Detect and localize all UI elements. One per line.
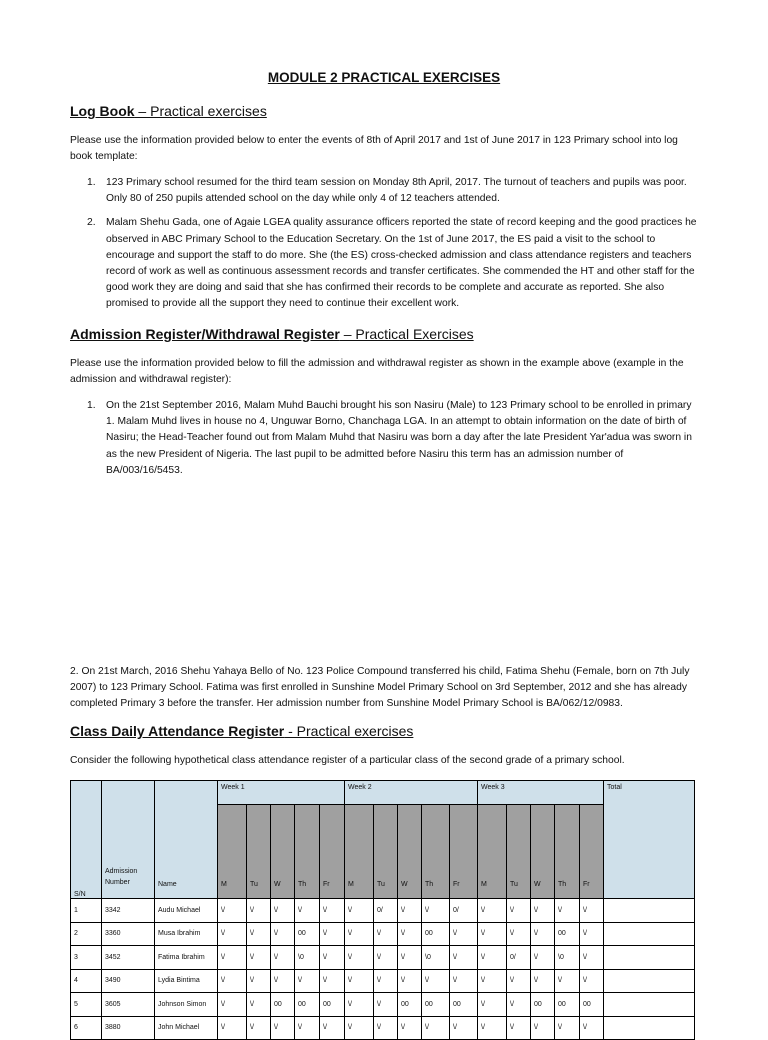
cell-attendance-mark: 0/	[507, 946, 531, 970]
cell-attendance-mark: \/	[507, 1016, 531, 1040]
page-title: MODULE 2 PRACTICAL EXERCISES	[267, 70, 501, 85]
table-row	[71, 899, 695, 923]
admission-list	[70, 398, 698, 487]
cell-attendance-mark: \/	[507, 922, 531, 946]
cell-attendance-mark: \0	[422, 946, 450, 970]
day-header: Th	[555, 805, 580, 899]
cell-attendance-mark: \/	[478, 922, 507, 946]
cell-attendance-mark: \/	[345, 899, 374, 923]
cell-attendance-mark: \/	[507, 969, 531, 993]
cell-attendance-mark: \/	[531, 1016, 555, 1040]
cell-attendance-mark: 00	[320, 993, 345, 1017]
cell-attendance-mark: \/	[450, 946, 478, 970]
week-1-header: Week 1	[218, 781, 345, 805]
cell-attendance-mark: \/	[247, 899, 271, 923]
cell-attendance-mark: \/	[450, 969, 478, 993]
cell-attendance-mark: \/	[271, 922, 295, 946]
day-header: Th	[295, 805, 320, 899]
cell-admission-number: 3342	[102, 899, 155, 923]
cell-attendance-mark: \0	[295, 946, 320, 970]
cell-total	[604, 1016, 695, 1040]
cell-attendance-mark: \/	[422, 1016, 450, 1040]
day-header: W	[531, 805, 555, 899]
cell-attendance-mark: \/	[374, 946, 398, 970]
cell-attendance-mark: 00	[555, 993, 580, 1017]
cell-name: Audu Michael	[155, 899, 218, 923]
cell-attendance-mark: \/	[398, 946, 422, 970]
cell-attendance-mark: \/	[450, 1016, 478, 1040]
cell-attendance-mark: \/	[271, 969, 295, 993]
cell-total	[604, 899, 695, 923]
cell-sn: 3	[71, 946, 102, 970]
day-header: M	[478, 805, 507, 899]
cell-attendance-mark: \/	[218, 946, 247, 970]
day-header: Tu	[247, 805, 271, 899]
logbook-list	[70, 175, 698, 321]
cell-attendance-mark: \/	[531, 922, 555, 946]
col-admission-number: Admission Number	[102, 781, 155, 899]
table-row	[71, 922, 695, 946]
cell-admission-number: 3452	[102, 946, 155, 970]
cell-attendance-mark: \/	[218, 899, 247, 923]
cell-attendance-mark: \/	[320, 922, 345, 946]
cell-attendance-mark: \/	[295, 1016, 320, 1040]
cell-attendance-mark: 00	[295, 993, 320, 1017]
col-total: Total	[604, 781, 695, 899]
table-row	[71, 993, 695, 1017]
cell-name: Fatima Ibrahim	[155, 946, 218, 970]
cell-attendance-mark: \/	[218, 922, 247, 946]
cell-attendance-mark: \/	[580, 946, 604, 970]
col-name: Name	[155, 781, 218, 899]
table-row	[71, 969, 695, 993]
cell-attendance-mark: \/	[218, 969, 247, 993]
cell-attendance-mark: \/	[271, 1016, 295, 1040]
attendance-table	[70, 780, 695, 1040]
cell-attendance-mark: \/	[320, 1016, 345, 1040]
day-header: W	[398, 805, 422, 899]
cell-attendance-mark: \/	[478, 1016, 507, 1040]
cell-attendance-mark: \/	[398, 899, 422, 923]
cell-name: Lydia Bintima	[155, 969, 218, 993]
day-header: W	[271, 805, 295, 899]
day-header: Th	[422, 805, 450, 899]
cell-attendance-mark: \/	[345, 946, 374, 970]
cell-attendance-mark: \/	[478, 899, 507, 923]
attendance-heading: Class Daily Attendance Register - Practical exercises	[70, 723, 414, 739]
cell-attendance-mark: \/	[422, 899, 450, 923]
cell-attendance-mark: \/	[320, 969, 345, 993]
cell-attendance-mark: 00	[531, 993, 555, 1017]
list-item: 1. 123 Primary school resumed for the third team session on Monday 8th April, 2017. The turnout of teachers and pupils was poor. Only 80 of 250 pupils attended school on the day while only 4 of 12 teachers attended.	[87, 177, 687, 205]
day-header: Fr	[320, 805, 345, 899]
admission-item-2: 2. On 21st March, 2016 Shehu Yahaya Bello of No. 123 Police Compound transferred his child, Fatima Shehu (Female, born on 7th July 2007) to 123 Primary School. Fatima was first enrolled in Sunshine Model Primary School on 3rd September, 2012 and she has already completed Primary 3 before the transfer. Her admission number from Sunshine Model Primary School is BA/062/12/0983.	[70, 666, 690, 710]
cell-attendance-mark: \/	[580, 922, 604, 946]
cell-sn: 4	[71, 969, 102, 993]
week-2-header: Week 2	[345, 781, 478, 805]
cell-admission-number: 3605	[102, 993, 155, 1017]
cell-attendance-mark: \/	[450, 922, 478, 946]
cell-attendance-mark: \/	[398, 922, 422, 946]
cell-attendance-mark: \/	[295, 969, 320, 993]
cell-attendance-mark: \/	[422, 969, 450, 993]
week-3-header: Week 3	[478, 781, 604, 805]
cell-attendance-mark: 00	[555, 922, 580, 946]
cell-attendance-mark: \/	[295, 899, 320, 923]
cell-total	[604, 993, 695, 1017]
cell-name: Musa Ibrahim	[155, 922, 218, 946]
cell-attendance-mark: \/	[555, 1016, 580, 1040]
day-header: M	[218, 805, 247, 899]
cell-sn: 5	[71, 993, 102, 1017]
cell-attendance-mark: \/	[247, 993, 271, 1017]
cell-name: Johnson Simon	[155, 993, 218, 1017]
cell-total	[604, 922, 695, 946]
day-header: Tu	[374, 805, 398, 899]
cell-attendance-mark: \0	[555, 946, 580, 970]
admission-heading: Admission Register/Withdrawal Register – Practical Exercises	[70, 326, 474, 342]
cell-attendance-mark: 00	[422, 922, 450, 946]
cell-attendance-mark: 00	[422, 993, 450, 1017]
cell-attendance-mark: \/	[580, 899, 604, 923]
table-row	[71, 946, 695, 970]
cell-attendance-mark: \/	[247, 922, 271, 946]
list-item: 1. On the 21st September 2016, Malam Muhd Bauchi brought his son Nasiru (Male) to 123 Primary school to be enrolled in primary 1. Malam Muhd lives in house no 4, Unguwar Borno, Chanchaga LGA. In an attempt to obtain information on the date of birth of Nasiru; the Head-Teacher found out from Malam Muhd that Nasiru was born a day after the late President Yar'adua was sworn in as the new President of Nigeria. The last pupil to be admitted before Nasiru this term has an admission number of BA/003/16/5453.	[87, 400, 692, 476]
cell-attendance-mark: \/	[374, 1016, 398, 1040]
cell-attendance-mark: \/	[345, 922, 374, 946]
cell-attendance-mark: \/	[271, 899, 295, 923]
cell-attendance-mark: \/	[345, 969, 374, 993]
cell-attendance-mark: \/	[507, 899, 531, 923]
cell-attendance-mark: \/	[247, 1016, 271, 1040]
cell-total	[604, 969, 695, 993]
cell-attendance-mark: \/	[374, 922, 398, 946]
cell-attendance-mark: 0/	[374, 899, 398, 923]
cell-attendance-mark: \/	[555, 969, 580, 993]
cell-attendance-mark: 00	[580, 993, 604, 1017]
cell-sn: 2	[71, 922, 102, 946]
cell-attendance-mark: 00	[295, 922, 320, 946]
admission-intro: Please use the information provided below to fill the admission and withdrawal register as shown in the example above (example in the admission and withdrawal register):	[70, 358, 684, 386]
cell-admission-number: 3360	[102, 922, 155, 946]
cell-attendance-mark: \/	[345, 1016, 374, 1040]
cell-attendance-mark: \/	[247, 946, 271, 970]
cell-sn: 6	[71, 1016, 102, 1040]
cell-attendance-mark: \/	[398, 1016, 422, 1040]
cell-attendance-mark: \/	[218, 1016, 247, 1040]
cell-attendance-mark: \/	[531, 969, 555, 993]
cell-attendance-mark: \/	[580, 1016, 604, 1040]
cell-admission-number: 3490	[102, 969, 155, 993]
cell-attendance-mark: \/	[247, 969, 271, 993]
cell-attendance-mark: \/	[478, 946, 507, 970]
cell-attendance-mark: 00	[398, 993, 422, 1017]
cell-attendance-mark: \/	[580, 969, 604, 993]
cell-attendance-mark: 00	[271, 993, 295, 1017]
cell-attendance-mark: \/	[398, 969, 422, 993]
cell-attendance-mark: \/	[507, 993, 531, 1017]
day-header: Tu	[507, 805, 531, 899]
day-header: Fr	[580, 805, 604, 899]
cell-attendance-mark: 0/	[450, 899, 478, 923]
logbook-intro: Please use the information provided below to enter the events of 8th of April 2017 and 1st of June 2017 in 123 Primary school into log book template:	[70, 135, 678, 163]
day-header: M	[345, 805, 374, 899]
col-sn: S/N	[71, 781, 102, 899]
cell-attendance-mark: \/	[271, 946, 295, 970]
cell-attendance-mark: \/	[345, 993, 374, 1017]
cell-attendance-mark: \/	[478, 993, 507, 1017]
cell-attendance-mark: \/	[374, 993, 398, 1017]
cell-attendance-mark: \/	[531, 946, 555, 970]
cell-name: John Michael	[155, 1016, 218, 1040]
attendance-intro: Consider the following hypothetical class attendance register of a particular class of the second grade of a primary school.	[70, 755, 625, 766]
cell-attendance-mark: \/	[478, 969, 507, 993]
cell-attendance-mark: 00	[450, 993, 478, 1017]
cell-attendance-mark: \/	[531, 899, 555, 923]
cell-attendance-mark: \/	[555, 899, 580, 923]
cell-attendance-mark: \/	[320, 899, 345, 923]
cell-sn: 1	[71, 899, 102, 923]
table-row	[71, 1016, 695, 1040]
cell-total	[604, 946, 695, 970]
day-header: Fr	[450, 805, 478, 899]
cell-admission-number: 3880	[102, 1016, 155, 1040]
list-item: 2. Malam Shehu Gada, one of Agaie LGEA quality assurance officers reported the state of record keeping and the good practices he observed in ABC Primary School to the Education Secretary. On the 1st of June 2017, the ES paid a visit to the school to encourage and support the staff to do more. She (the ES) cross-checked admission and class attendance registers and teachers record of work as well as continuous assessment records and transfer certificates. She commended the HT and other staff for the good work they are doing and said that she has confirmed their records to be complete and accurate as reported. She also promised to provide all the support they need to continue their excellent work.	[87, 217, 697, 310]
cell-attendance-mark: \/	[374, 969, 398, 993]
cell-attendance-mark: \/	[320, 946, 345, 970]
logbook-heading: Log Book – Practical exercises	[70, 103, 267, 119]
cell-attendance-mark: \/	[218, 993, 247, 1017]
